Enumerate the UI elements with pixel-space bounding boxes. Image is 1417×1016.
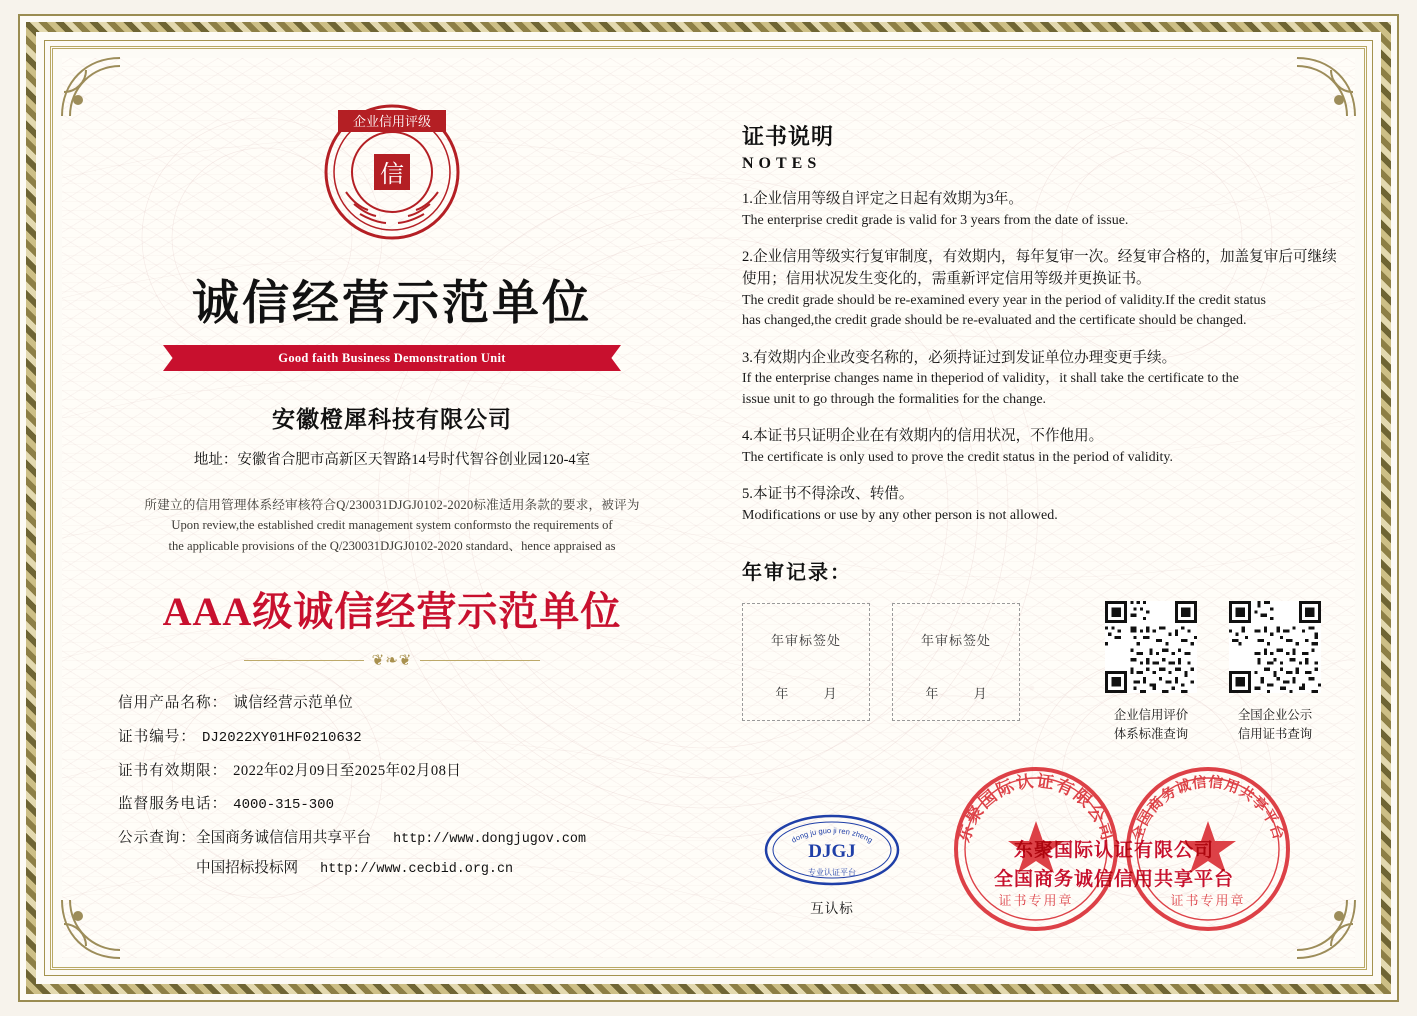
field-label: 监督服务电话： xyxy=(118,796,228,813)
note-item xyxy=(742,247,1337,331)
qr-caption-line2: 信用证书查询 xyxy=(1237,727,1313,742)
credit-rating-seal-wrap xyxy=(92,96,692,248)
field-service-phone xyxy=(118,797,692,812)
red-seal-right-bottom-text: 证书专用章 xyxy=(1170,893,1246,908)
note-text-zh: 4.本证书只证明企业在有效期内的信用状况，不作他用。 xyxy=(742,428,1104,445)
notes-heading-zh: 证书说明 xyxy=(742,124,835,149)
public-query-row xyxy=(196,831,586,846)
field-label: 证书编号： xyxy=(118,728,196,745)
review-statement xyxy=(110,495,674,556)
divider-ornament-icon: ❦❧❦ xyxy=(371,653,413,670)
note-text-en: issue unit to go through the formalities for the change. xyxy=(742,391,1047,407)
company-address: 地址：安徽省合肥市高新区天智路14号时代智谷创业园120-4室 xyxy=(193,452,591,468)
note-text-zh: 1.企业信用等级自评定之日起有效期为3年。 xyxy=(742,191,1023,207)
seal-overlay-text xyxy=(914,836,1314,895)
annual-stamp-box-1[interactable] xyxy=(742,603,870,721)
field-value: DJ2022XY01HF0210632 xyxy=(201,729,362,746)
field-value: 4000-315-300 xyxy=(233,797,334,814)
review-statement-en-2: the applicable provisions of the Q/230031DJGJ0102-2020 standard、hence appraised as xyxy=(168,538,616,553)
company-name: 安徽橙犀科技有限公司 xyxy=(272,407,512,432)
annual-stamp-box-2[interactable] xyxy=(892,603,1020,721)
qr-item-credit-certificate xyxy=(1226,601,1324,743)
qr-caption-line1: 企业信用评价 xyxy=(1113,708,1189,723)
red-seal-left-bottom-text: 证书专用章 xyxy=(998,893,1074,908)
field-product-name xyxy=(118,696,692,711)
review-statement-zh: 所建立的信用管理体系经审核符合Q/230031DJGJ0102-2020标准适用条款的要求，被评为 xyxy=(144,498,640,512)
blue-seal-top-text: dong ju guo ji ren zheng xyxy=(789,826,875,845)
blue-oval-seal-icon xyxy=(763,813,901,887)
annual-review-area xyxy=(742,603,1337,742)
certificate-fields xyxy=(118,696,692,876)
field-label: 公示查询： xyxy=(118,830,196,847)
field-certificate-number xyxy=(118,730,692,745)
field-value: 诚信经营示范单位 xyxy=(233,695,354,712)
mutual-recognition-caption: 互认标 xyxy=(810,901,854,916)
ornament-divider xyxy=(92,651,692,670)
note-text-en: The credit grade should be re-examined every year in the period of validity.If the credit status xyxy=(742,292,1266,308)
note-item xyxy=(742,426,1337,468)
note-text-en: The enterprise credit grade is valid for 3 years from the date of issue. xyxy=(742,212,1129,228)
public-query-row xyxy=(196,861,586,876)
field-label: 信用产品名称： xyxy=(118,695,228,712)
red-seal-right-arc-text: 全国商务诚信信用共享平台 xyxy=(1129,774,1287,843)
note-text-en: If the enterprise changes name in theperiod of validity，it shall take the certificate to the xyxy=(742,371,1239,387)
divider-line-right xyxy=(420,660,540,661)
platform-name: 全国商务诚信信用共享平台 xyxy=(195,830,372,847)
note-text-en: The certificate is only used to prove the credit status in the period of validity. xyxy=(742,449,1174,465)
certificate-title-en: Good faith Business Demonstration Unit xyxy=(278,350,506,365)
qr-code-icon[interactable] xyxy=(1229,601,1321,693)
annual-stamp-date: 年 月 xyxy=(925,686,1003,702)
blue-seal-center: DJGJ xyxy=(808,841,856,862)
annual-stamp-label: 年审标签处 xyxy=(770,633,841,649)
note-text-en: has changed,the credit grade should be re-evaluated and the certificate should be changed. xyxy=(742,313,1247,329)
review-statement-en-1: Upon review,the established credit management system conformsto the requirements of xyxy=(171,518,613,533)
note-text-zh: 3.有效期内企业改变名称的，必须持证过到发证单位办理变更手续。 xyxy=(742,349,1177,366)
platform-name: 中国招标投标网 xyxy=(195,859,299,876)
annual-stamp-date: 年 月 xyxy=(775,686,853,702)
certificate-title-en-ribbon xyxy=(177,345,607,371)
seal-overlay-line2: 全国商务诚信信用共享平台 xyxy=(993,869,1234,891)
annual-review-heading: 年审记录： xyxy=(742,562,852,585)
credit-grade: AAA级诚信经营示范单位 xyxy=(162,589,622,635)
certificate-content xyxy=(62,58,1355,958)
red-seal-left-arc-text: 东聚国际认证有限公司 xyxy=(954,771,1118,845)
seal-center-char: 信 xyxy=(380,162,404,188)
field-label: 证书有效期限： xyxy=(118,762,228,779)
public-query-rows xyxy=(196,831,586,876)
qr-item-credit-standard xyxy=(1102,601,1200,743)
note-text-zh: 5.本证书不得涂改、转借。 xyxy=(742,486,914,503)
notes-heading-en: NOTES xyxy=(742,155,822,172)
seal-top-text: 企业信用评级 xyxy=(352,114,432,129)
note-item xyxy=(742,189,1337,231)
blue-seal-bottom-text: 专业认证平台 xyxy=(808,868,856,877)
annual-stamp-label: 年审标签处 xyxy=(920,633,991,649)
credit-rating-seal xyxy=(316,96,468,248)
right-column xyxy=(742,120,1337,742)
platform-url[interactable]: http://www.cecbid.org.cn xyxy=(320,861,514,877)
note-text-zh: 2.企业信用等级实行复审制度，有效期内，每年复审一次。经复审合格的，加盖复审后可继续使用；信用状况发生变化的，需重新评定信用等级并更换证书。 xyxy=(742,249,1337,288)
qr-code-group xyxy=(1102,601,1324,743)
divider-line-left xyxy=(244,660,364,661)
qr-caption-line1: 全国企业公示 xyxy=(1237,708,1313,723)
platform-url[interactable]: http://www.dongjugov.com xyxy=(393,832,586,848)
field-validity-period xyxy=(118,764,692,779)
field-public-query xyxy=(118,831,692,876)
qr-code-icon[interactable] xyxy=(1105,601,1197,693)
qr-caption xyxy=(1102,706,1200,743)
blue-seal-graphic xyxy=(763,813,901,887)
note-text-en: Modifications or use by any other person is not allowed. xyxy=(742,508,1058,524)
left-column xyxy=(92,82,692,895)
note-item xyxy=(742,348,1337,410)
seal-overlay-line1: 东聚国际认证有限公司 xyxy=(1013,840,1214,861)
note-item xyxy=(742,484,1337,526)
seal-emblem-icon xyxy=(316,96,468,248)
mutual-recognition-seal xyxy=(762,813,902,917)
certificate-title-zh: 诚信经营示范单位 xyxy=(192,278,592,330)
field-value: 2022年02月09日至2025年02月08日 xyxy=(233,762,462,779)
qr-caption-line2: 体系标准查询 xyxy=(1113,727,1189,742)
qr-caption xyxy=(1226,706,1324,743)
